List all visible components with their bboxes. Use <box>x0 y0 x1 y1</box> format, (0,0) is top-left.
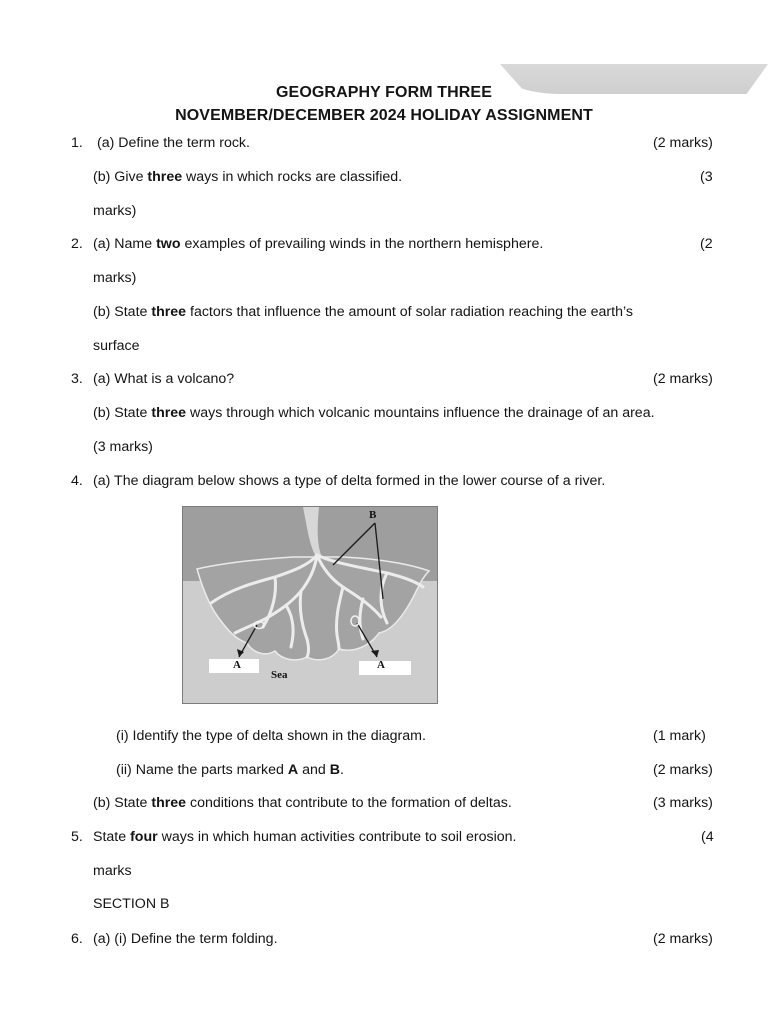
q3b-marks: (3 marks) <box>93 439 153 455</box>
q1b-marks-cont: marks) <box>93 203 137 219</box>
q5-marks: (4 <box>701 829 714 845</box>
q6a-text: (a) (i) Define the term folding. <box>93 931 278 947</box>
exam-subtitle: NOVEMBER/DECEMBER 2024 HOLIDAY ASSIGNMENT <box>175 107 593 124</box>
q2a-text: (a) Name two examples of prevailing winds in the northern hemisphere. <box>93 236 544 252</box>
q5-text: State four ways in which human activities contribute to soil erosion. <box>93 829 517 845</box>
q4aii-text: (ii) Name the parts marked A and B. <box>116 762 344 778</box>
q2a-marks-cont: marks) <box>93 270 137 286</box>
q6-number: 6. <box>71 931 83 947</box>
q1b-marks: (3 <box>700 169 713 185</box>
delta-diagram <box>182 506 438 704</box>
q3-number: 3. <box>71 371 83 387</box>
q4b-text: (b) State three conditions that contribute to the formation of deltas. <box>93 795 512 811</box>
q5-marks-cont: marks <box>93 863 132 879</box>
q2-number: 2. <box>71 236 83 252</box>
q1b-text: (b) Give three ways in which rocks are classified. <box>93 169 403 185</box>
exam-title: GEOGRAPHY FORM THREE <box>276 84 492 101</box>
q3b-text: (b) State three ways through which volcanic mountains influence the drainage of an area. <box>93 405 655 421</box>
q4aii-marks: (2 marks) <box>653 762 713 778</box>
q2b-text: (b) State three factors that influence the amount of solar radiation reaching the earth’s <box>93 304 633 320</box>
bottom-margin <box>0 960 768 1024</box>
diagram-label-a-left: A <box>233 659 241 671</box>
label-tag-right <box>359 661 411 675</box>
q1a-marks: (2 marks) <box>653 135 713 151</box>
q5-number: 5. <box>71 829 83 845</box>
q4a-text: (a) The diagram below shows a type of delta formed in the lower course of a river. <box>93 473 606 489</box>
q3a-text: (a) What is a volcano? <box>93 371 235 387</box>
q2a-marks: (2 <box>700 236 713 252</box>
diagram-label-b: B <box>369 509 377 521</box>
q4-number: 4. <box>71 473 83 489</box>
q4ai-marks: (1 mark) <box>653 728 706 744</box>
q6a-marks: (2 marks) <box>653 931 713 947</box>
q1-number: 1. <box>71 135 83 151</box>
diagram-label-sea: Sea <box>271 669 288 681</box>
q4ai-text: (i) Identify the type of delta shown in the diagram. <box>116 728 426 744</box>
q2b-text-cont: surface <box>93 338 140 354</box>
q3a-marks: (2 marks) <box>653 371 713 387</box>
diagram-label-a-right: A <box>377 659 385 671</box>
top-margin <box>0 0 768 64</box>
q4b-marks: (3 marks) <box>653 795 713 811</box>
section-b-heading: SECTION B <box>93 896 170 912</box>
q1a-text: (a) Define the term rock. <box>97 135 250 151</box>
